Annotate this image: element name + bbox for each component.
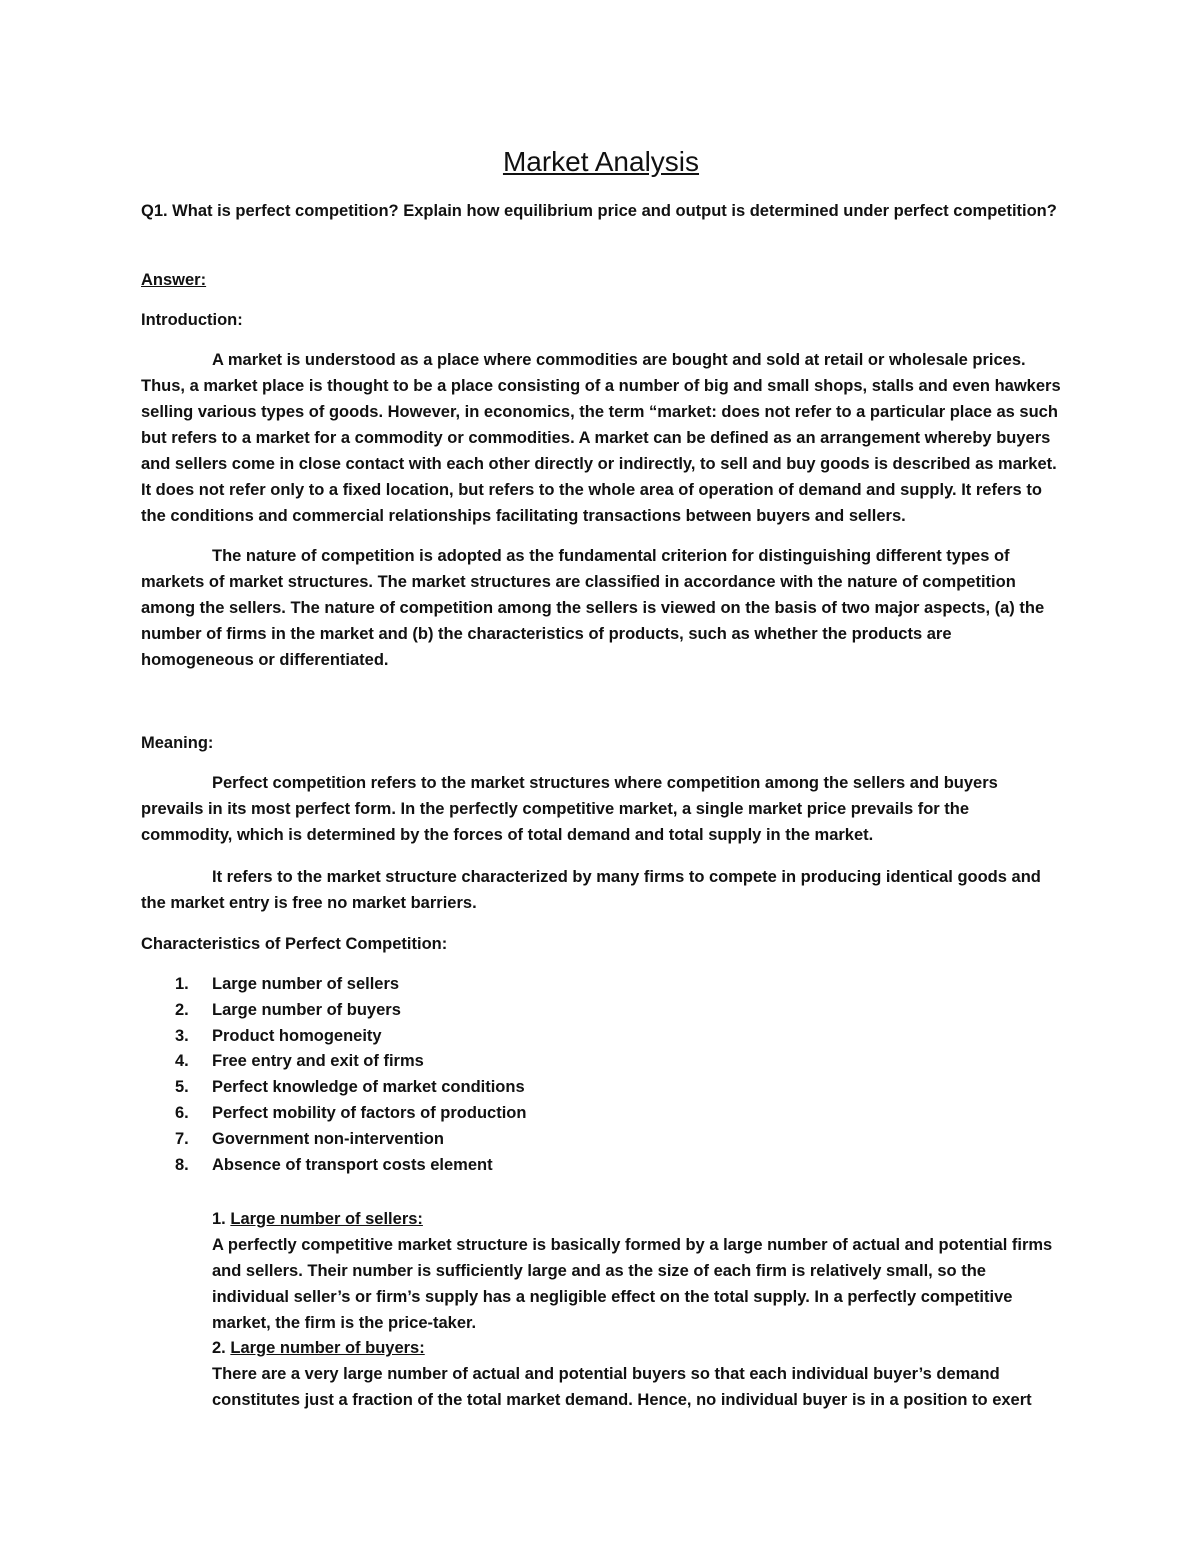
list-item-text: Product homogeneity <box>212 1026 382 1045</box>
detail-number: 2. <box>212 1339 226 1357</box>
list-item <box>141 1127 1061 1153</box>
characteristics-heading: Characteristics of Perfect Competition: <box>141 935 448 953</box>
list-item-number: 6. <box>175 1103 189 1122</box>
list-item-number: 5. <box>175 1078 189 1097</box>
detail-section-buyers <box>212 1335 1061 1413</box>
meaning-heading: Meaning: <box>141 734 214 752</box>
list-item-number: 1. <box>175 975 189 993</box>
list-item-text: Government non-intervention <box>212 1129 444 1148</box>
answer-label: Answer: <box>141 271 207 289</box>
introduction-paragraph-2: The nature of competition is adopted as the fundamental criterion for distinguishing different types of markets of market structures. The market structures are classified in accordance with the nature of competition among the sellers. The nature of competition among the sellers is viewed on the basis of two major aspects, (a) the number of firms in the market and (b) the characteristics of products, such as whether the products are homogeneous or differentiated. <box>141 547 1045 669</box>
characteristics-list <box>141 972 1061 1178</box>
detail-heading-sellers: Large number of sellers: <box>230 1210 423 1228</box>
list-item <box>141 1075 1061 1101</box>
detail-section-sellers <box>212 1206 1061 1336</box>
list-item-number: 7. <box>175 1129 189 1148</box>
detail-heading-buyers: Large number of buyers: <box>230 1339 425 1357</box>
list-item-number: 2. <box>175 1000 189 1019</box>
document-title: Market Analysis <box>502 146 700 177</box>
list-item <box>141 1153 1061 1179</box>
detail-text-sellers: A perfectly competitive market structure is basically formed by a large number of actual and potential firms and sellers. Their number is sufficiently large and as the size of each firm is relatively small, so the individual seller’s or firm’s supply has a negligible effect on the total supply. In a perfectly competitive market, the firm is the price-taker. <box>212 1236 1053 1332</box>
list-item-text: Perfect knowledge of market conditions <box>212 1078 525 1097</box>
list-item-text: Large number of buyers <box>212 1000 401 1019</box>
list-item-text: Large number of sellers <box>212 975 400 993</box>
list-item <box>141 1024 1061 1050</box>
introduction-paragraph-1: A market is understood as a place where commodities are bought and sold at retail or wholesale prices. Thus, a market place is thought to be a place consisting of a number of big and small shops, stalls and even hawkers selling various types of goods. However, in economics, the term “market: does not refer to a particular place as such but refers to a market for a commodity or commodities. A market can be defined as an arrangement whereby buyers and sellers come in close contact with each other directly or indirectly, to sell and buy goods is described as market. It does not refer only to a fixed location, but refers to the whole area of operation of demand and supply. It refers to the conditions and commercial relationships facilitating transactions between buyers and sellers. <box>141 351 1061 525</box>
list-item-number: 8. <box>175 1155 189 1174</box>
meaning-paragraph-2: It refers to the market structure characterized by many firms to compete in producing identical goods and the market entry is free no market barriers. <box>141 868 1041 912</box>
list-item <box>141 1049 1061 1075</box>
introduction-heading: Introduction: <box>141 311 243 329</box>
list-item-number: 4. <box>175 1052 189 1071</box>
detail-number: 1. <box>212 1210 226 1228</box>
list-item-text: Absence of transport costs element <box>212 1155 493 1174</box>
list-item-text: Free entry and exit of firms <box>212 1052 424 1071</box>
list-item <box>141 998 1061 1024</box>
list-item-text: Perfect mobility of factors of production <box>212 1103 527 1122</box>
meaning-paragraph-1: Perfect competition refers to the market structures where competition among the sellers and buyers prevails in its most perfect form. In the perfectly competitive market, a single market price prevails for the commodity, which is determined by the forces of total demand and total supply in the market. <box>141 774 998 844</box>
question-text: Q1. What is perfect competition? Explain how equilibrium price and output is determined under perfect competition? <box>141 202 1057 220</box>
list-item-number: 3. <box>175 1026 189 1045</box>
detail-text-buyers: There are a very large number of actual and potential buyers so that each individual buyer’s demand constitutes just a fraction of the total market demand. Hence, no individual buyer is in a position to exert <box>212 1365 1032 1409</box>
list-item <box>141 1101 1061 1127</box>
list-item <box>141 972 1061 998</box>
